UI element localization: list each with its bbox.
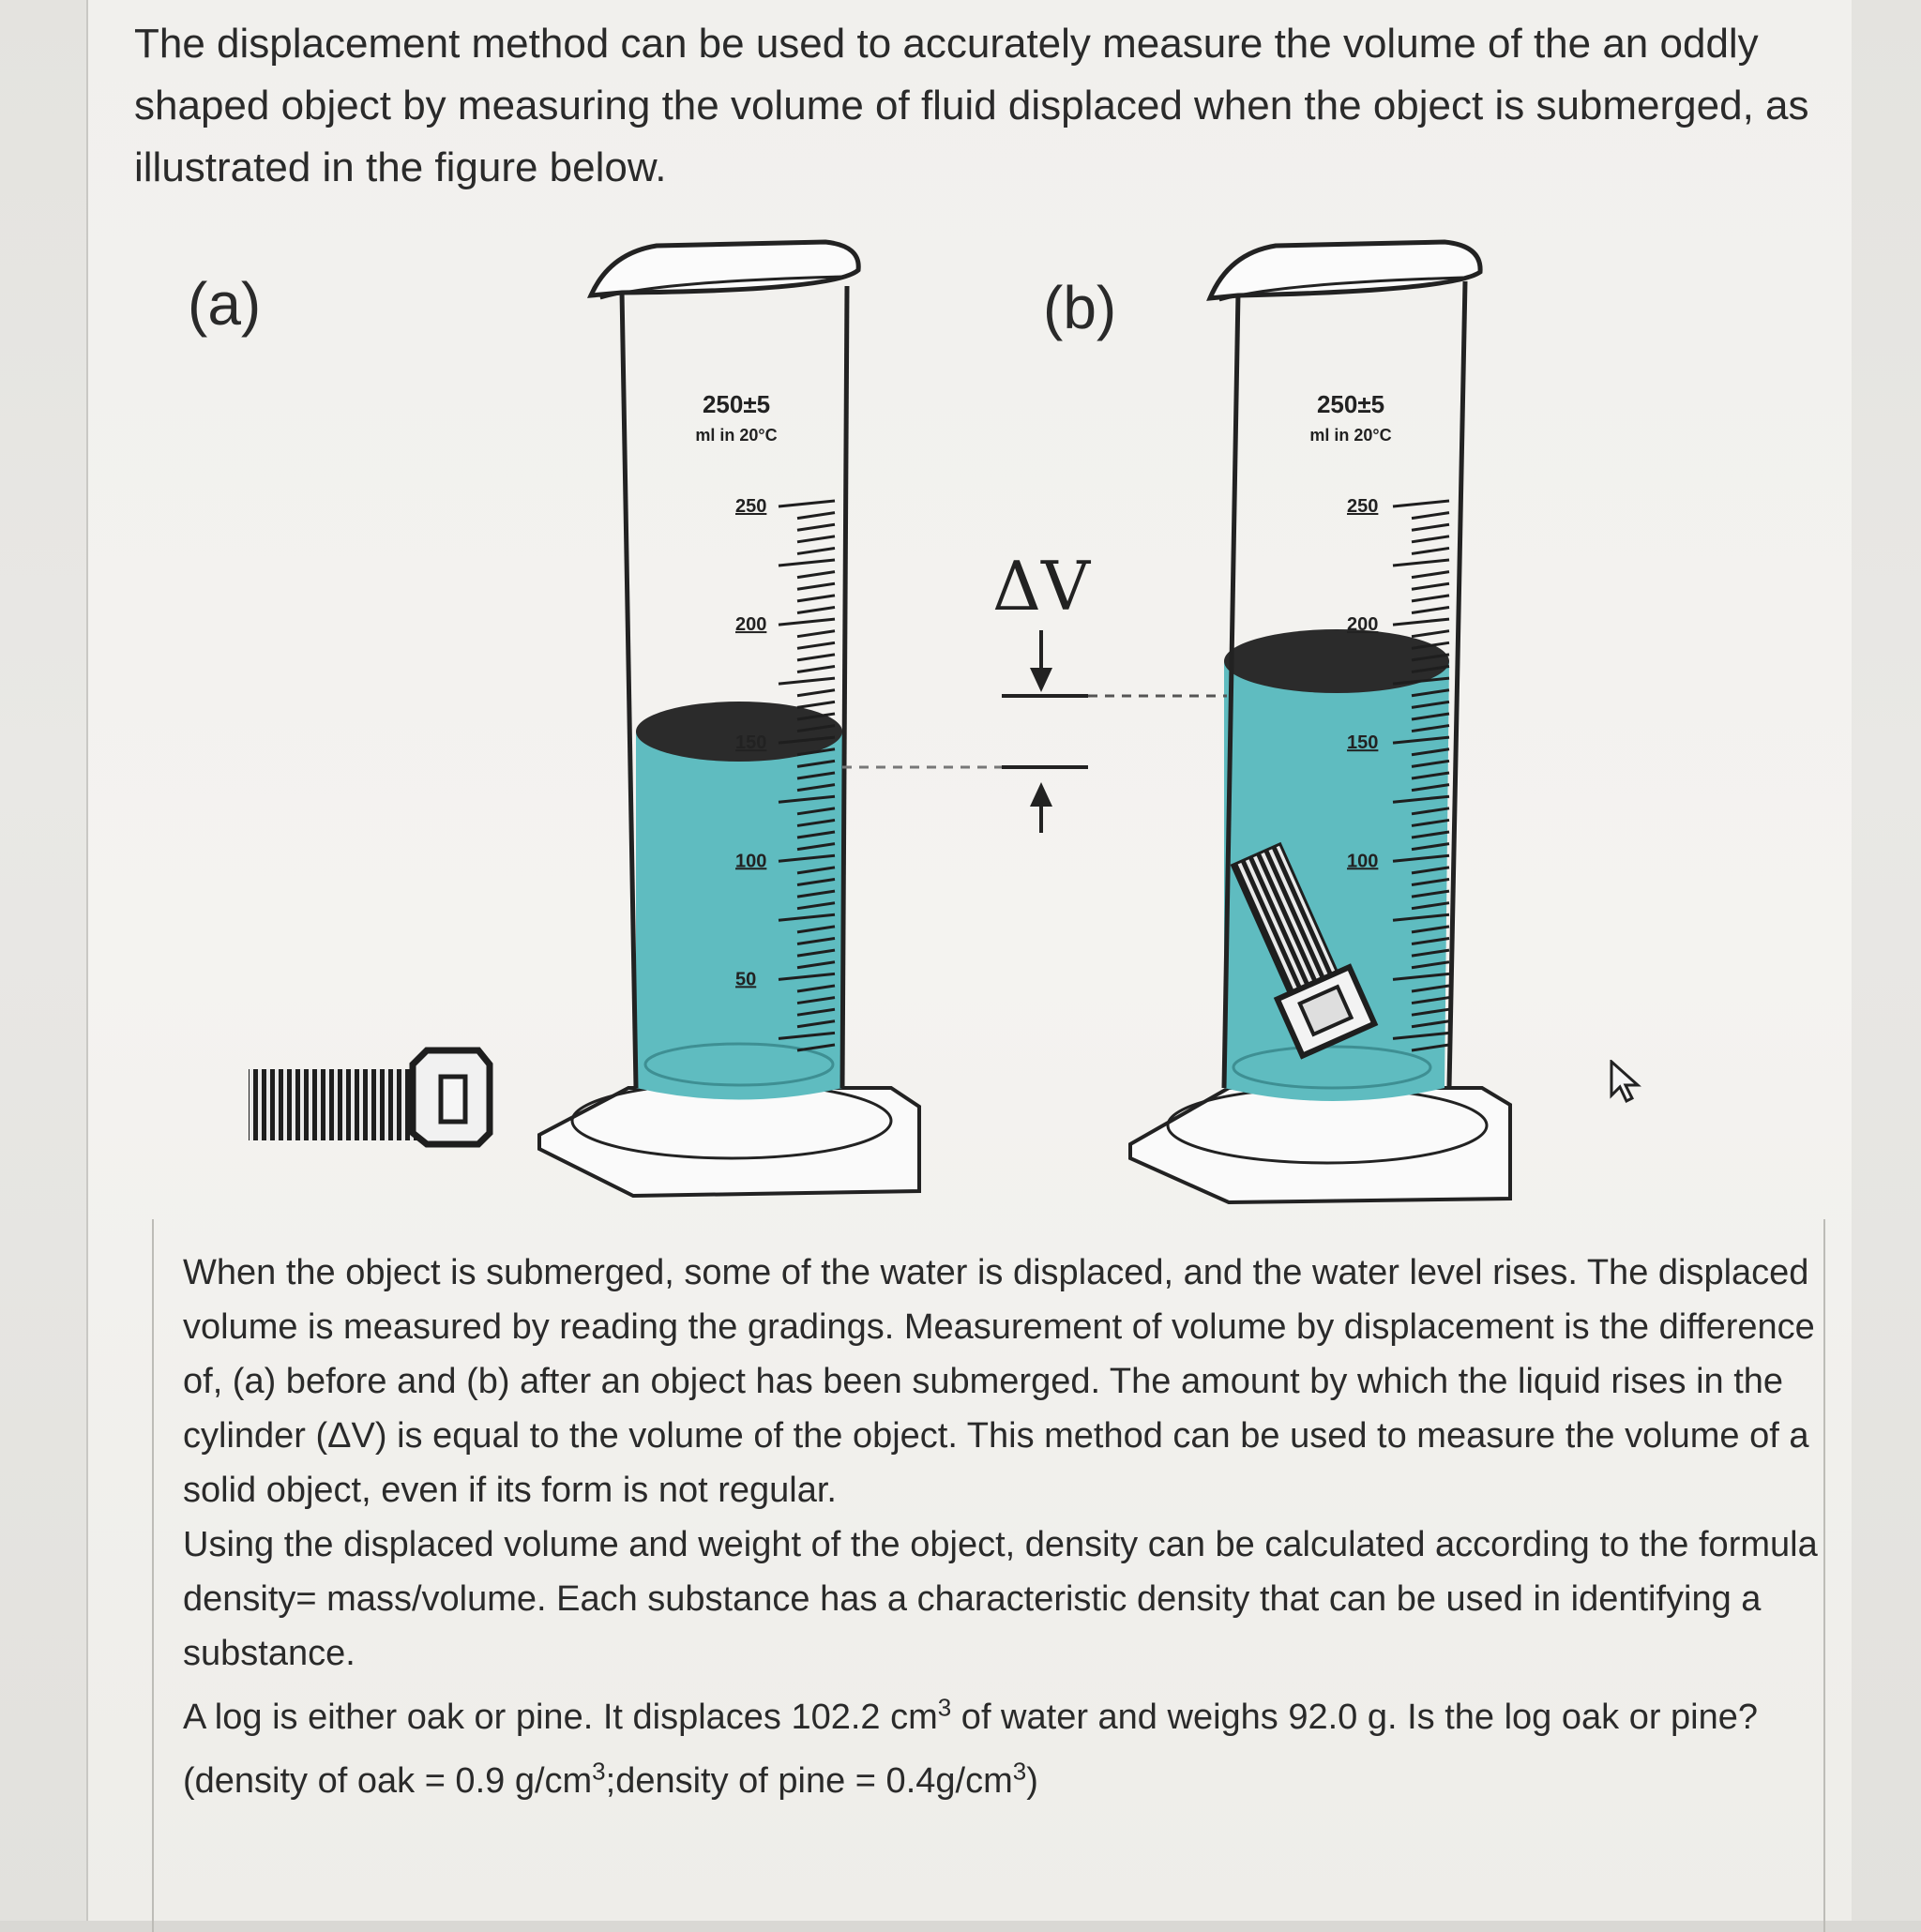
- cylinder-b-capacity: 250±5: [1316, 390, 1385, 418]
- scale-tick: [797, 513, 835, 519]
- mouse-cursor-icon: [1610, 1060, 1641, 1105]
- intro-paragraph: The displacement method can be used to accurately measure the volume of the an oddly shaped object by measuring the volume of fluid displaced when the object is submerged, as illustrated in the figure below.: [134, 21, 1809, 190]
- cylinder-a-capacity: 250±5: [702, 390, 771, 418]
- scale-mark-label: 50: [735, 969, 757, 990]
- scale-tick: [797, 702, 835, 707]
- scale-tick: [1412, 607, 1449, 612]
- scale-tick: [797, 655, 835, 660]
- bolt: [249, 1050, 490, 1144]
- question-part-2: of water and weighs 92.0 g. Is the log oak or pine?: [951, 1698, 1759, 1737]
- explanation-paragraph: When the object is submerged, some of the water is displaced, and the water level rises. The displaced volume is measured by reading the gradings. Measurement of volume by displacement is the difference of, (a) before and (b) after an object has been submerged. The amount by which the liquid rises in the cylinder (ΔV) is equal to the volume of the object. This method can be used to measure the volume of a solid object, even if its form is not regular.: [183, 1253, 1815, 1510]
- cylinder-b-meniscus: [1224, 629, 1449, 693]
- scale-tick: [797, 583, 835, 589]
- scale-mark-label: 250: [735, 496, 767, 517]
- figure-label-a: (a): [188, 270, 262, 338]
- scale-tick: [1412, 548, 1449, 553]
- displacement-figure: [234, 234, 1548, 1229]
- scale-tick: [1412, 524, 1449, 530]
- cylinder-b-base: [1130, 1088, 1510, 1202]
- scale-mark-label: 100: [1347, 851, 1379, 872]
- scale-tick: [779, 560, 835, 566]
- scale-tick: [797, 690, 835, 696]
- scale-tick: [1412, 596, 1449, 601]
- scale-tick: [779, 678, 835, 684]
- scale-tick: [779, 619, 835, 625]
- delta-v-indicator: [842, 547, 1227, 833]
- question-part-1: A log is either oak or pine. It displaces 102.2 cm: [183, 1698, 938, 1737]
- scale-tick: [1412, 583, 1449, 589]
- scale-tick: [797, 572, 835, 578]
- scale-mark-label: 200: [735, 614, 767, 636]
- cylinder-a-unit: ml in 20°C: [695, 426, 778, 445]
- scale-tick: [1412, 631, 1449, 637]
- scale-tick: [797, 607, 835, 612]
- scale-tick: [797, 536, 835, 542]
- scale-tick: [779, 501, 835, 506]
- density-superscript-2: 3: [1012, 1757, 1027, 1786]
- scale-tick: [1412, 513, 1449, 519]
- scale-tick: [797, 642, 835, 648]
- scale-tick: [1412, 536, 1449, 542]
- cylinder-b-unit: ml in 20°C: [1309, 426, 1392, 445]
- scale-tick: [1412, 572, 1449, 578]
- figure-label-b: (b): [1043, 274, 1117, 341]
- density-values: [183, 1754, 1834, 1808]
- scale-mark-label: 100: [735, 851, 767, 872]
- scale-mark-label: 150: [735, 732, 767, 754]
- question-superscript: 3: [937, 1693, 952, 1722]
- density-part-3: ): [1026, 1761, 1038, 1801]
- scale-tick: [797, 667, 835, 672]
- scale-mark-label: 150: [1347, 732, 1379, 754]
- scale-tick: [1393, 560, 1449, 566]
- delta-v-label: ΔV: [992, 547, 1090, 626]
- explanation-text: [183, 1245, 1834, 1808]
- density-part-1: (density of oak = 0.9 g/cm: [183, 1761, 593, 1801]
- graduated-cylinder-a: [539, 242, 919, 1196]
- scale-tick: [1393, 501, 1449, 506]
- density-part-2: ;density of pine = 0.4g/cm: [605, 1761, 1013, 1801]
- question-text: [183, 1690, 1834, 1744]
- graduated-cylinder-b: [1130, 242, 1510, 1202]
- scale-tick: [797, 631, 835, 637]
- density-superscript-1: 3: [592, 1757, 606, 1786]
- scale-mark-label: 200: [1347, 614, 1379, 636]
- scale-tick: [797, 596, 835, 601]
- scale-tick: [797, 524, 835, 530]
- scale-tick: [797, 548, 835, 553]
- density-paragraph: Using the displaced volume and weight of the object, density can be calculated according to the formula density= mass/volume. Each substance has a characteristic density that can be used in identifying a substance.: [183, 1525, 1818, 1673]
- scale-mark-label: 250: [1347, 496, 1379, 517]
- scale-tick: [1393, 619, 1449, 625]
